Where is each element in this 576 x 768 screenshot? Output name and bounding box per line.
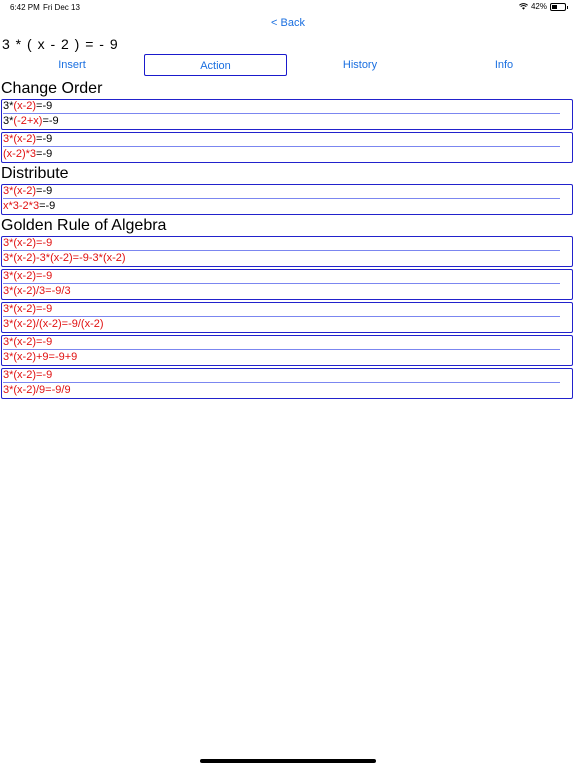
tab-bar — [0, 54, 576, 78]
original-expression — [3, 133, 560, 147]
home-indicator — [200, 759, 376, 763]
expression-segment: 3*(x-2)=-9 — [3, 369, 53, 381]
expression-segment: 3* — [3, 115, 14, 127]
tab-action[interactable]: Action — [144, 54, 287, 76]
expression-segment: x*3-2*3 — [3, 200, 40, 212]
status-date: Fri Dec 13 — [43, 3, 80, 12]
section-title: Golden Rule of Algebra — [1, 217, 167, 234]
transformed-expression — [3, 383, 572, 397]
expression-segment: (-2+x) — [13, 115, 43, 127]
transformed-expression — [3, 251, 572, 265]
action-card[interactable] — [1, 368, 573, 399]
original-expression — [3, 336, 560, 350]
status-bar — [0, 0, 576, 14]
tab-insert[interactable]: Insert — [58, 59, 86, 71]
expression-segment: 3*(x-2) — [3, 133, 37, 145]
expression-segment: (x-2) — [13, 100, 37, 112]
expression-segment: 3*(x-2)=-9 — [3, 336, 53, 348]
expression-segment: 3*(x-2)=-9 — [3, 303, 53, 315]
expression-segment: 3*(x-2)-3*(x-2)=-9-3*(x-2) — [3, 252, 126, 264]
transformed-expression — [3, 284, 572, 298]
actions-list — [0, 79, 576, 401]
expression-segment: =-9 — [36, 185, 53, 197]
battery-icon — [550, 3, 566, 11]
original-expression — [3, 100, 560, 114]
expression-segment: =-9 — [36, 100, 53, 112]
expression-segment: =-9 — [39, 200, 56, 212]
wifi-icon — [519, 3, 528, 10]
action-card[interactable] — [1, 302, 573, 333]
status-time: 6:42 PM — [10, 3, 40, 12]
transformed-expression — [3, 147, 572, 161]
section-golden-rule — [0, 217, 576, 399]
tab-info[interactable]: Info — [494, 59, 514, 71]
section-distribute — [0, 165, 576, 215]
section-change-order — [0, 80, 576, 163]
action-card[interactable] — [1, 335, 573, 366]
action-card[interactable] — [1, 184, 573, 215]
original-expression — [3, 369, 560, 383]
expression-segment: =-9 — [42, 115, 59, 127]
expression-segment: 3*(x-2)/3=-9/3 — [3, 285, 71, 297]
transformed-expression — [3, 199, 572, 213]
expression-segment: 3* — [3, 100, 14, 112]
battery-percent: 42% — [530, 2, 547, 11]
action-card[interactable] — [1, 236, 573, 267]
current-equation: 3 * ( x - 2 ) = - 9 — [2, 36, 119, 52]
section-title: Distribute — [1, 165, 69, 182]
transformed-expression — [3, 350, 572, 364]
original-expression — [3, 237, 560, 251]
expression-segment: =-9 — [36, 133, 53, 145]
expression-segment: 3*(x-2)=-9 — [3, 270, 53, 282]
expression-segment: 3*(x-2)/(x-2)=-9/(x-2) — [3, 318, 104, 330]
expression-segment: =-9 — [36, 148, 53, 160]
original-expression — [3, 270, 560, 284]
expression-segment: 3*(x-2)=-9 — [3, 237, 53, 249]
status-right — [519, 2, 566, 11]
expression-segment: (x-2)*3 — [3, 148, 37, 160]
back-button[interactable]: < Back — [271, 17, 305, 29]
transformed-expression — [3, 114, 572, 128]
action-card[interactable] — [1, 132, 573, 163]
tab-history[interactable]: History — [342, 59, 378, 71]
action-card[interactable] — [1, 269, 573, 300]
section-title: Change Order — [1, 80, 103, 97]
action-card[interactable] — [1, 99, 573, 130]
expression-segment: 3*(x-2)/9=-9/9 — [3, 384, 71, 396]
original-expression — [3, 185, 560, 199]
expression-segment: 3*(x-2)+9=-9+9 — [3, 351, 78, 363]
original-expression — [3, 303, 560, 317]
expression-segment: 3*(x-2) — [3, 185, 37, 197]
transformed-expression — [3, 317, 572, 331]
